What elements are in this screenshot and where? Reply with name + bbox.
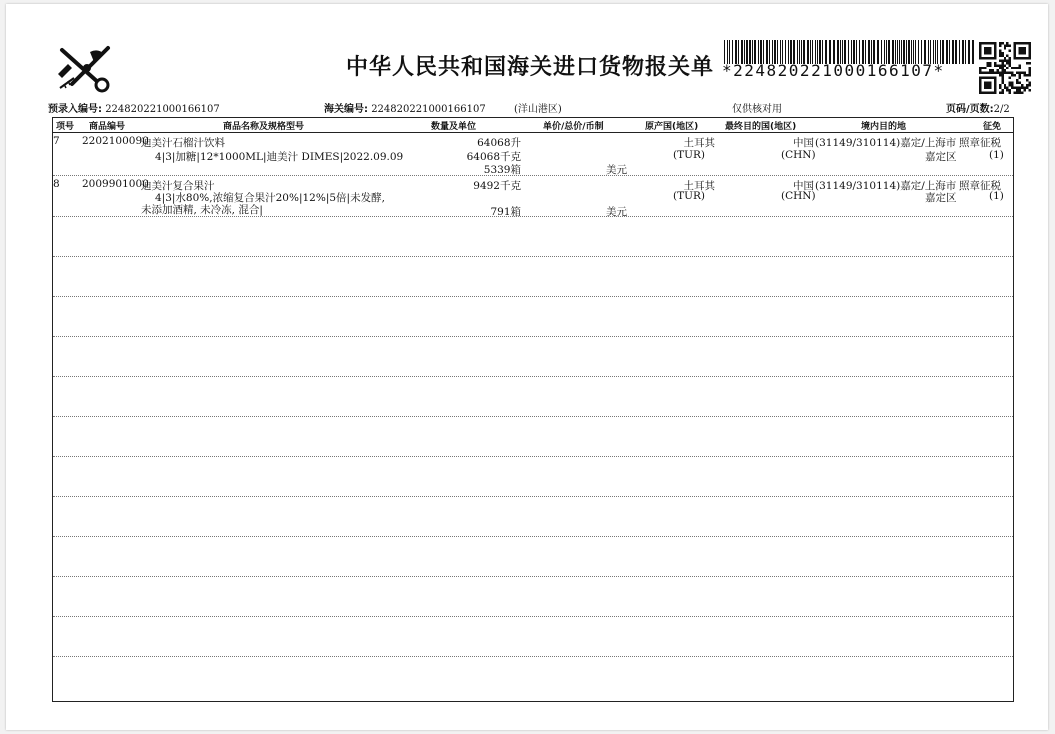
page-number [946,100,1010,115]
empty-row [53,296,1013,337]
commodity-code: 2009901000 [82,178,149,190]
header-item-no: 项号 [56,122,75,132]
prerecord-value: 224820221000166107 [105,104,220,115]
quantity-2: 64068千克 [466,151,521,163]
header-domestic-dest: 境内目的地 [861,122,907,132]
empty-row [53,576,1013,617]
domestic-dest: (31149/310114)嘉定/上海市 [815,180,957,192]
commodity-spec: 4|3|加糖|12*1000ML|迪美汁 DIMES|2022.09.09 [155,151,404,163]
table-header [53,118,1013,133]
header-dest-country: 最终目的国(地区) [725,122,797,132]
table-row [53,176,1013,217]
empty-row [53,536,1013,577]
page-title: 中华人民共和国海关进口货物报关单 [346,55,715,80]
port-name: (洋山港区) [514,104,562,115]
barcode-text: *224820221000166107* [722,61,945,80]
levy-code: (1) [989,149,1004,161]
currency: 美元 [606,164,627,176]
page-value: 2/2 [993,104,1010,115]
empty-row [53,416,1013,457]
commodity-name: 迪美汁石榴汁饮料 [141,137,225,149]
item-no: 8 [53,178,60,190]
header-name: 商品名称及规格型号 [223,122,305,132]
empty-row [53,256,1013,297]
empty-row [53,496,1013,537]
dest-country: 中国 [793,180,814,192]
quantity-3: 791箱 [490,206,521,218]
table-row [53,133,1013,176]
header-qty: 数量及单位 [431,122,477,132]
commodity-code: 2202100090 [82,135,149,147]
item-no: 7 [53,135,60,147]
dest-code: (CHN) [781,149,816,161]
customs-number [324,100,486,115]
dest-country: 中国 [793,137,814,149]
levy-type: 照章征税 [959,137,1001,149]
origin-code: (TUR) [673,149,705,161]
empty-row [53,456,1013,497]
dest-code: (CHN) [781,190,816,202]
levy-code: (1) [989,190,1004,202]
levy-type: 照章征税 [959,180,1001,192]
empty-row [53,336,1013,377]
commodity-spec-2: 未添加酒精, 未冷冻, 混合| [141,204,263,216]
qr-code-image [979,42,1031,94]
commodity-name: 迪美汁复合果汁 [141,180,215,192]
quantity-1: 9492千克 [473,180,521,192]
prerecord-number [48,100,220,115]
empty-row [53,616,1013,657]
empty-row [53,216,1013,257]
origin-code: (TUR) [673,190,705,202]
header-levy: 征免 [983,122,1002,132]
header-code: 商品编号 [89,122,126,132]
customs-emblem-icon [54,44,120,94]
origin-country: 土耳其 [683,180,715,192]
goods-table [52,117,1014,702]
commodity-spec: 4|3|水80%,浓缩复合果汁20%|12%|5倍|未发酵, [155,192,385,204]
domestic-dest: (31149/310114)嘉定/上海市 [815,137,957,149]
empty-row [53,376,1013,417]
quantity-1: 64068升 [477,137,521,149]
declaration-page [6,4,1048,730]
verification-note: 仅供核对用 [732,104,782,115]
page-label: 页码/页数: [946,104,994,115]
quantity-3: 5339箱 [483,164,521,176]
header-origin: 原产国(地区) [645,122,699,132]
domestic-district: 嘉定区 [925,151,957,163]
header-price: 单价/总价/币制 [543,122,604,132]
customs-label: 海关编号: [324,104,368,115]
domestic-district: 嘉定区 [925,192,957,204]
currency: 美元 [606,206,627,218]
customs-value: 224820221000166107 [371,104,486,115]
prerecord-label: 预录入编号: [48,104,102,115]
origin-country: 土耳其 [683,137,715,149]
